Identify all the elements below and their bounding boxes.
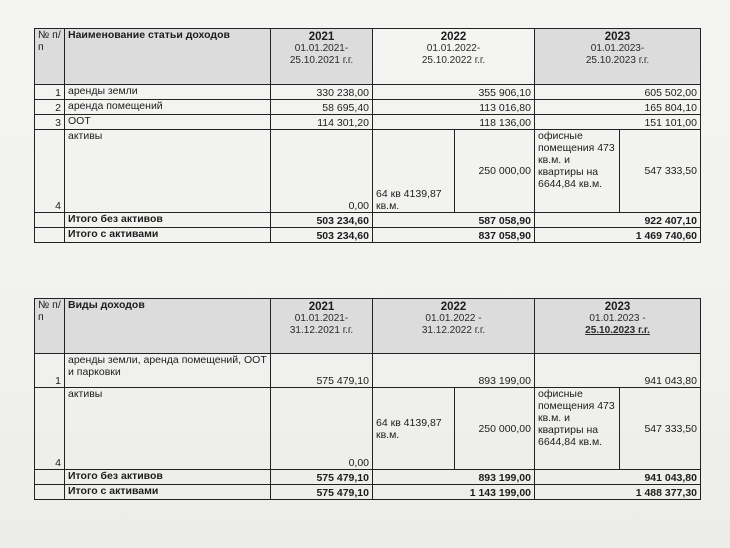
period-label: 01.01.2023 - [589,313,646,324]
total-2022: 837 058,90 [373,228,535,243]
period-label: 01.01.2021- 25.10.2021 г.г. [289,43,354,66]
table-row [35,354,701,388]
total-2023: 1 488 377,30 [535,485,701,500]
assets-row [35,130,701,213]
assets-note-2022: 64 кв 4139,87 кв.м. [373,130,455,213]
year-label: 2023 [604,301,631,313]
col-number-header: № п/п [35,299,65,354]
value-2023: 941 043,80 [535,354,701,388]
assets-note-2022: 64 кв 4139,87 кв.м. [373,388,455,470]
value-2023: 605 502,00 [535,85,701,100]
year-header-2021 [271,299,373,354]
total-2021: 575 479,10 [271,485,373,500]
value-2021: 114 301,20 [271,115,373,130]
col-number-header: № п/п [35,29,65,85]
period-label: 01.01.2022 - 31.12.2022 г.г. [421,313,486,336]
row-name: аренды земли, аренда помещений, ООТ и парковки [65,354,271,388]
year-header-2023 [535,299,701,354]
row-number: 3 [35,115,65,130]
value-2021: 58 695,40 [271,100,373,115]
row-name: аренды земли [65,85,271,100]
year-label: 2022 [440,31,467,43]
assets-row [35,388,701,470]
income-table-1 [34,28,701,243]
table-row [35,85,701,100]
year-label: 2021 [308,301,335,313]
row-number: 1 [35,85,65,100]
row-name: активы [65,388,271,470]
total-2021: 575 479,10 [271,470,373,485]
period-label: 01.01.2021- 31.12.2021 г.г. [289,313,354,336]
total-2022: 1 143 199,00 [373,485,535,500]
value-2021: 0,00 [271,130,373,213]
row-number: 4 [35,130,65,213]
value-2023: 165 804,10 [535,100,701,115]
year-label: 2023 [604,31,631,43]
year-label: 2022 [440,301,467,313]
total-label: Итого с активами [65,228,271,243]
total-2023: 941 043,80 [535,470,701,485]
value-2022: 113 016,80 [373,100,535,115]
period-label: 01.01.2023- 25.10.2023 г.г. [585,43,650,66]
value-2021: 0,00 [271,388,373,470]
row-number: 1 [35,354,65,388]
value-2021: 330 238,00 [271,85,373,100]
assets-note-2023: офисные помещения 473 кв.м. и квартиры на 6644,84 кв.м. [535,130,620,213]
value-2022: 118 136,00 [373,115,535,130]
row-number: 4 [35,388,65,470]
value-2022: 355 906,10 [373,85,535,100]
value-2022: 250 000,00 [455,388,535,470]
year-label: 2021 [308,31,335,43]
year-header-2023 [535,29,701,85]
value-2022: 893 199,00 [373,354,535,388]
total-2023: 922 407,10 [535,213,701,228]
total-2023: 1 469 740,60 [535,228,701,243]
header-row [35,299,701,354]
total-2021: 503 234,60 [271,213,373,228]
total-label: Итого без активов [65,213,271,228]
year-header-2022 [373,299,535,354]
total-without-assets-row [35,470,701,485]
total-label: Итого с активами [65,485,271,500]
col-name-header: Виды доходов [65,299,271,354]
row-number: 2 [35,100,65,115]
total-2021: 503 234,60 [271,228,373,243]
value-2023: 547 333,50 [620,388,701,470]
total-with-assets-row [35,485,701,500]
total-label: Итого без активов [65,470,271,485]
row-name: аренда помещений [65,100,271,115]
value-2023: 151 101,00 [535,115,701,130]
row-name: активы [65,130,271,213]
total-with-assets-row [35,228,701,243]
income-table-2 [34,298,701,500]
assets-note-2023: офисные помещения 473 кв.м. и квартиры на 6644,84 кв.м. [535,388,620,470]
value-2021: 575 479,10 [271,354,373,388]
year-header-2022 [373,29,535,85]
row-name: ООТ [65,115,271,130]
year-header-2021 [271,29,373,85]
table-row [35,100,701,115]
value-2023: 547 333,50 [620,130,701,213]
value-2022: 250 000,00 [455,130,535,213]
table-row [35,115,701,130]
total-2022: 893 199,00 [373,470,535,485]
period-label: 01.01.2022- 25.10.2022 г.г. [421,43,486,66]
col-name-header: Наименование статьи доходов [65,29,271,85]
total-2022: 587 058,90 [373,213,535,228]
header-row [35,29,701,85]
period-label-end: 25.10.2023 г.г. [585,325,650,336]
total-without-assets-row [35,213,701,228]
